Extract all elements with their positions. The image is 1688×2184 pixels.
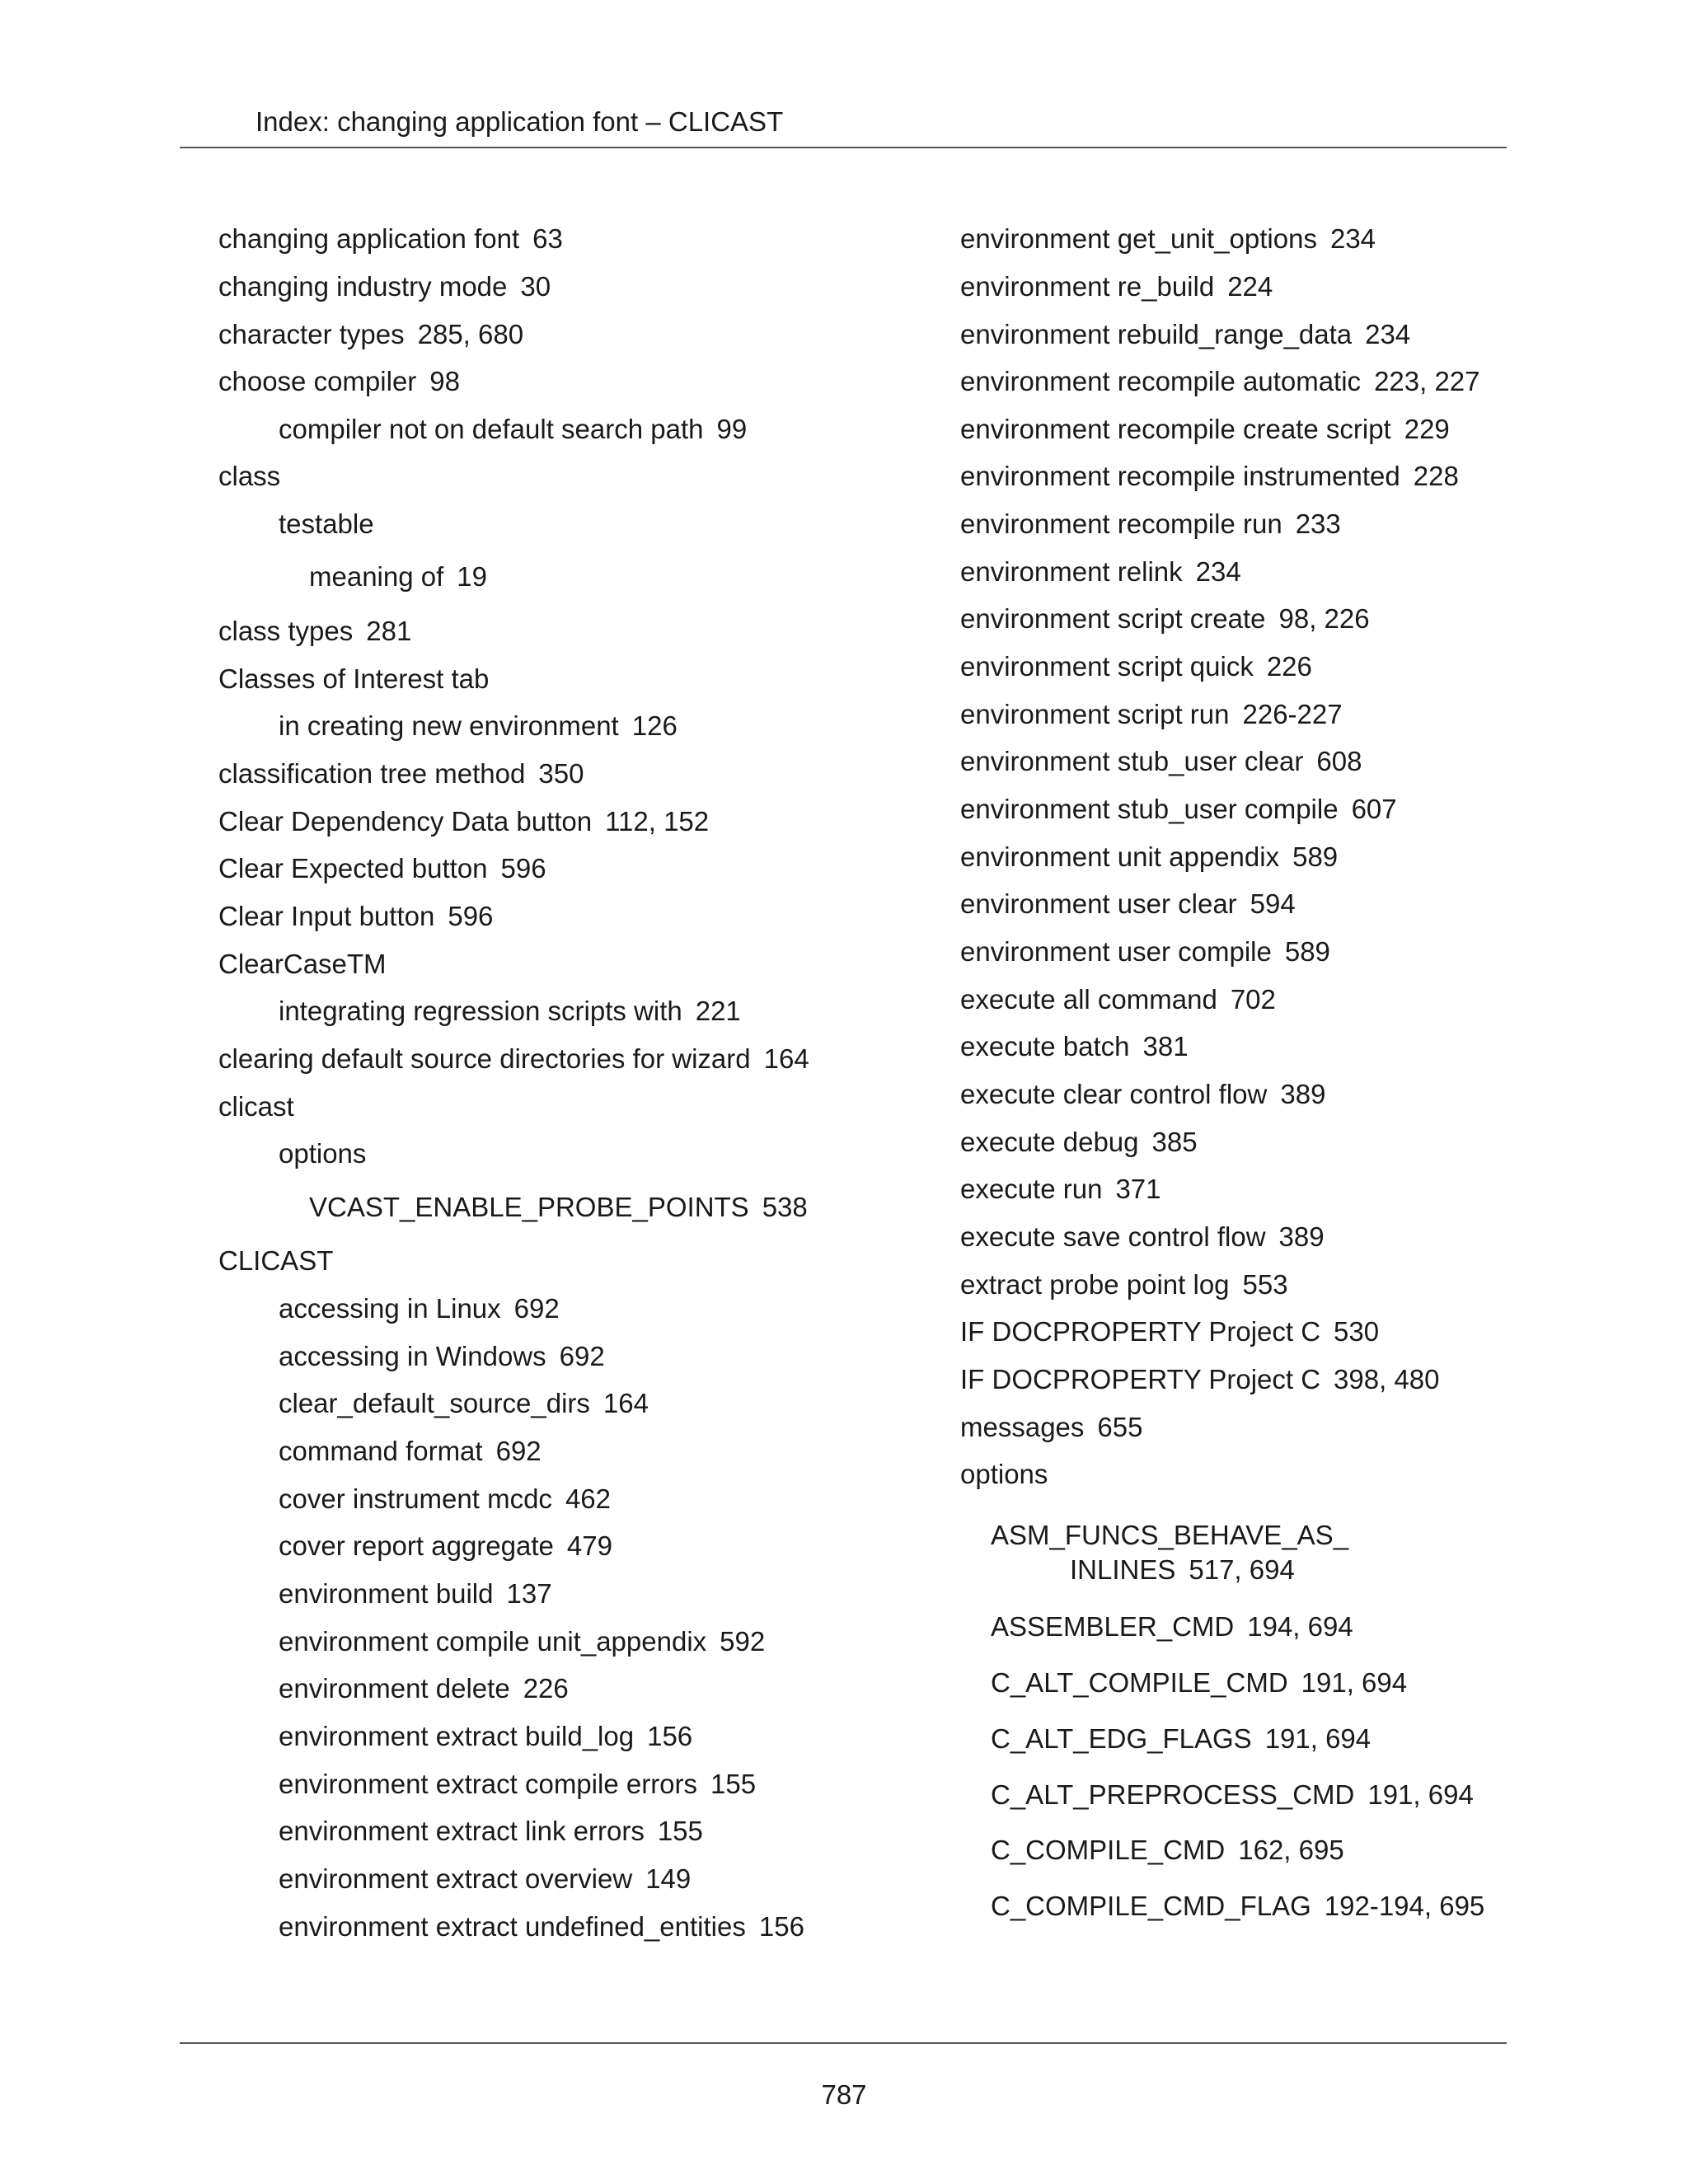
index-term: environment unit appendix [960,841,1280,872]
index-subentry [279,1387,649,1420]
index-pages: 226 [1266,651,1312,682]
index-pages: 224 [1227,271,1273,302]
index-term: ASM_FUNCS_BEHAVE_AS_ [991,1520,1349,1550]
index-term: execute all command [960,984,1217,1015]
index-pages: 589 [1284,936,1330,967]
index-pages: 234 [1329,223,1376,254]
index-term: clearing default source directories for wizard [218,1043,751,1074]
index-pages: 398, 480 [1334,1364,1440,1394]
index-term: execute debug [960,1127,1139,1157]
index-pages: 112, 152 [605,806,710,837]
index-term: environment extract undefined_entities [279,1911,746,1942]
index-entry [960,413,1450,446]
index-entry [960,793,1397,826]
index-subentry [279,1720,692,1753]
index-subentry [279,413,747,446]
index-pages: 223, 227 [1374,366,1480,396]
index-pages: 191, 694 [1367,1779,1474,1810]
index-entry [960,508,1341,541]
index-subentry [991,1610,1353,1643]
index-pages: 226-227 [1242,699,1343,729]
index-pages: 553 [1242,1269,1288,1300]
index-pages: 137 [506,1578,552,1609]
index-pages: 655 [1097,1412,1143,1442]
index-entry [218,900,493,933]
index-term: environment recompile create script [960,414,1391,444]
index-term: accessing in Linux [279,1293,501,1324]
index-term: class types [218,616,354,646]
index-term: clear_default_source_dirs [279,1388,590,1418]
index-pages: 607 [1351,794,1397,824]
index-entry [960,1411,1142,1444]
index-entry [960,1221,1325,1254]
index-entry [960,223,1376,255]
index-term: Classes of Interest tab [218,663,490,694]
index-term: environment stub_user clear [960,746,1304,776]
index-pages: 156 [758,1911,804,1942]
index-term: clicast [218,1091,294,1122]
index-term: compiler not on default search path [279,414,704,444]
index-term: environment extract compile errors [279,1769,698,1799]
index-pages: 608 [1316,746,1362,776]
index-pages: 98 [429,366,460,396]
index-entry [218,460,280,493]
index-pages: 226 [523,1673,569,1704]
index-pages: 149 [645,1863,692,1894]
index-subentry [991,1779,1474,1811]
index-entry [960,602,1370,635]
index-subentry [279,1910,804,1943]
index-pages: 30 [520,271,551,302]
index-pages: 162, 695 [1238,1835,1344,1865]
index-entry [218,1244,333,1277]
index-term: Clear Dependency Data button [218,806,593,837]
index-term: testable [279,509,374,539]
index-entry [960,983,1276,1016]
index-pages: 692 [513,1293,560,1324]
index-entry [218,757,584,790]
index-term: accessing in Windows [279,1341,546,1371]
index-pages: 594 [1250,888,1296,919]
index-pages: 530 [1334,1316,1380,1347]
index-entry [218,852,546,885]
index-subentry [279,1137,366,1170]
index-subentry [279,1292,560,1325]
index-pages: 385 [1151,1127,1198,1157]
index-pages: 371 [1115,1174,1161,1204]
index-term: meaning of [309,561,444,592]
index-term-continuation: INLINES [1070,1554,1176,1585]
index-entry [218,365,460,398]
index-entry [960,1030,1189,1063]
index-term: options [279,1138,367,1169]
index-subentry [991,1666,1407,1699]
index-pages: 234 [1365,319,1411,349]
index-term: execute save control flow [960,1221,1266,1252]
index-pages: 156 [647,1721,693,1751]
index-term: environment extract build_log [279,1721,635,1751]
index-term: environment script quick [960,651,1254,682]
index-entry [960,1126,1198,1159]
index-term: environment delete [279,1673,510,1704]
index-pages: 350 [538,758,584,789]
index-entry [218,615,411,648]
index-subentry [279,1672,569,1705]
index-term: environment rebuild_range_data [960,319,1353,349]
index-term: ASSEMBLER_CMD [991,1611,1235,1642]
index-term: C_COMPILE_CMD [991,1835,1226,1865]
index-term: options [960,1459,1048,1489]
index-pages: 381 [1142,1031,1189,1062]
index-pages: 692 [495,1436,542,1466]
index-subentry [279,995,741,1028]
index-pages: 191, 694 [1301,1667,1408,1698]
index-term: environment user clear [960,888,1237,919]
index-entry [960,650,1312,683]
index-subentry [991,1722,1371,1755]
index-term: VCAST_ENABLE_PROBE_POINTS [309,1192,749,1222]
index-term: environment recompile run [960,509,1282,539]
index-term: environment script create [960,603,1266,634]
index-entry [218,805,709,838]
index-entry [218,270,551,303]
index-term: changing industry mode [218,271,508,302]
index-pages: 596 [500,853,546,883]
index-term: cover instrument mcdc [279,1483,552,1514]
index-subentry [279,1483,611,1516]
index-pages: 228 [1413,461,1459,491]
index-pages: 192-194, 695 [1324,1891,1485,1921]
index-entry [960,270,1273,303]
index-pages: 19 [457,561,487,592]
footer-rule [180,2042,1507,2044]
index-term: environment recompile instrumented [960,461,1400,491]
index-term: integrating regression scripts with [279,996,682,1026]
index-subentry [279,710,678,743]
index-term: environment build [279,1578,494,1609]
index-term: environment re_build [960,271,1215,302]
index-subentry [991,1834,1344,1867]
index-entry [218,1090,294,1123]
index-subsubentry [309,1191,808,1224]
index-subentry [279,1863,691,1896]
index-subentry [279,1577,552,1610]
index-term: CLICAST [218,1245,334,1276]
index-pages: 164 [603,1388,649,1418]
index-pages: 155 [657,1816,703,1846]
index-term: Clear Expected button [218,853,488,883]
index-term: IF DOCPROPERTY Project C [960,1316,1321,1347]
index-pages: 191, 694 [1264,1723,1372,1754]
index-term: ClearCaseTM [218,949,387,979]
index-term: C_ALT_EDG_FLAGS [991,1723,1252,1754]
index-term: changing application font [218,223,520,254]
index-term: character types [218,319,405,349]
index-term: extract probe point log [960,1269,1230,1300]
index-term: environment extract link errors [279,1816,645,1846]
index-entry [960,888,1296,921]
index-entry [960,1078,1325,1111]
index-term: execute run [960,1174,1103,1204]
index-subentry [279,1340,605,1373]
index-pages: 517, 694 [1189,1554,1295,1585]
index-entry [960,460,1459,493]
index-subentry [279,1815,703,1848]
index-pages: 99 [716,414,748,444]
index-pages: 462 [565,1483,611,1514]
index-pages: 164 [763,1043,809,1074]
index-term: C_ALT_PREPROCESS_CMD [991,1779,1355,1810]
index-term: environment script run [960,699,1230,729]
index-subentry [991,1518,1348,1587]
index-entry [960,1315,1379,1348]
index-pages: 229 [1404,414,1450,444]
index-entry [960,365,1480,398]
index-entry [960,1363,1440,1396]
index-entry [218,948,387,981]
index-term: environment get_unit_options [960,223,1317,254]
index-pages: 63 [532,223,563,254]
index-term: IF DOCPROPERTY Project C [960,1364,1321,1394]
index-term: messages [960,1412,1085,1442]
index-pages: 233 [1295,509,1341,539]
index-entry [218,1043,809,1076]
index-pages: 692 [559,1341,605,1371]
index-entry [218,223,563,255]
index-pages: 221 [695,996,741,1026]
index-entry [960,698,1343,731]
index-subentry [279,1768,756,1801]
index-term: choose compiler [218,366,417,396]
index-entry [960,841,1338,874]
index-pages: 285, 680 [417,319,524,349]
index-term: C_COMPILE_CMD_FLAG [991,1891,1311,1921]
index-pages: 596 [448,901,494,931]
index-term: environment compile unit_appendix [279,1626,707,1657]
index-term: execute batch [960,1031,1130,1062]
index-entry [960,745,1362,778]
index-subentry [279,1625,765,1658]
index-pages: 479 [566,1530,612,1561]
index-term: environment recompile automatic [960,366,1362,396]
index-pages: 281 [366,616,412,646]
index-entry [218,663,489,696]
index-subentry [279,1435,542,1468]
page-header: Index: changing application font – CLICAST [256,106,784,137]
index-subentry [279,1530,612,1563]
index-term: environment user compile [960,936,1272,967]
index-pages: 589 [1292,841,1339,872]
index-term: Clear Input button [218,901,435,931]
index-term: C_ALT_COMPILE_CMD [991,1667,1288,1698]
index-term: execute clear control flow [960,1079,1268,1109]
index-term: cover report aggregate [279,1530,554,1561]
index-subsubentry [309,560,487,593]
index-term: class [218,461,281,491]
index-pages: 155 [710,1769,757,1799]
index-entry [960,1458,1048,1491]
index-pages: 98, 226 [1278,603,1370,634]
index-entry [960,555,1241,588]
index-term: environment extract overview [279,1863,633,1894]
index-entry [960,318,1410,351]
index-pages: 126 [631,710,678,741]
index-entry [960,1268,1288,1301]
index-pages: 538 [762,1192,808,1222]
index-pages: 389 [1280,1079,1326,1109]
header-rule [180,147,1507,148]
index-subentry [991,1890,1484,1923]
index-pages: 702 [1230,984,1276,1015]
index-term: environment stub_user compile [960,794,1339,824]
index-subentry [279,508,374,541]
index-pages: 234 [1195,556,1241,587]
index-pages: 389 [1278,1221,1325,1252]
index-entry [960,1173,1161,1206]
index-term: command format [279,1436,483,1466]
index-entry [218,318,523,351]
page-number: 787 [821,2079,867,2110]
index-term: in creating new environment [279,710,619,741]
index-entry [960,935,1330,968]
index-pages: 194, 694 [1247,1611,1353,1642]
index-pages: 592 [720,1626,766,1657]
index-term: classification tree method [218,758,526,789]
index-term: environment relink [960,556,1183,587]
